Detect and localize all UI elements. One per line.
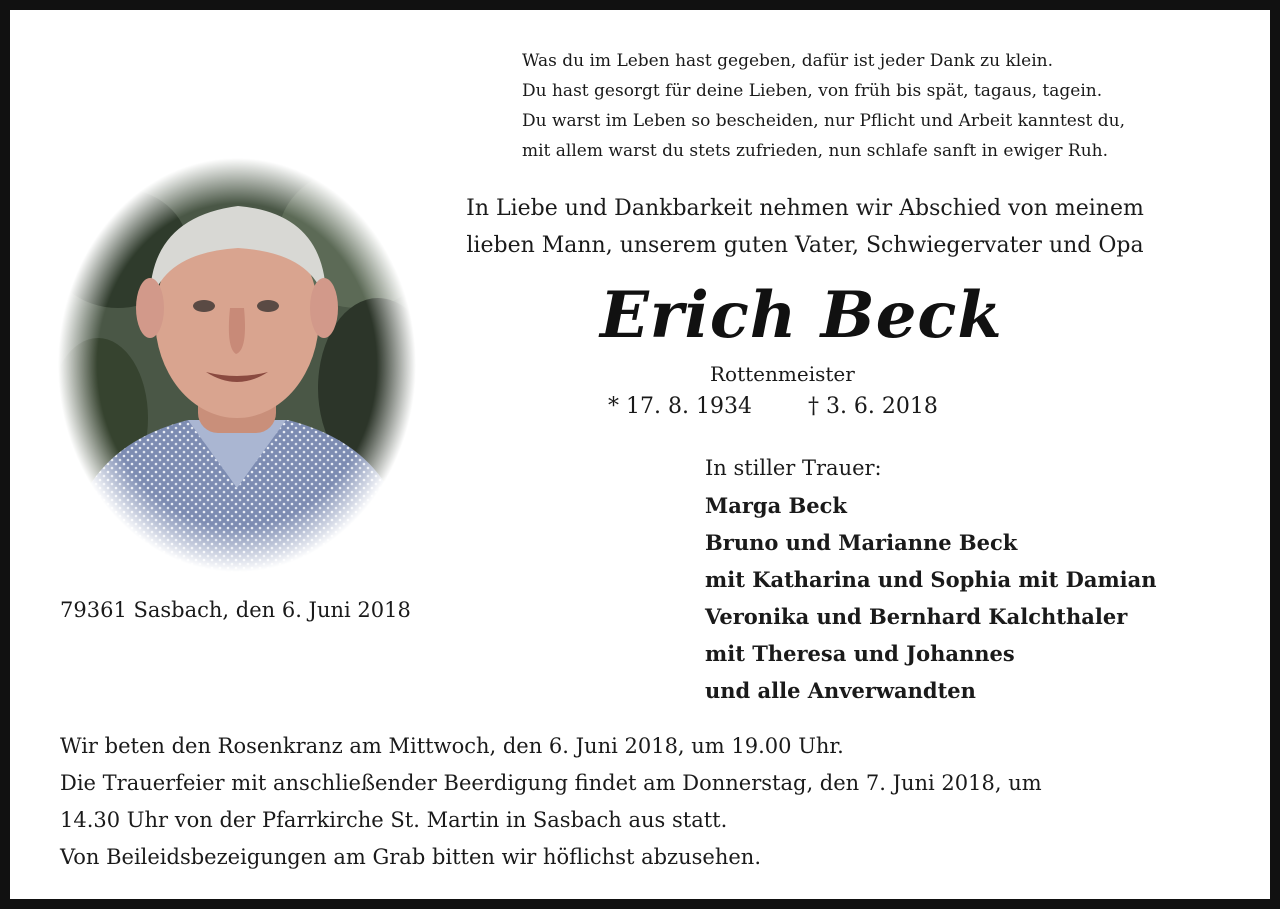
birth-date: * 17. 8. 1934 — [608, 394, 752, 419]
deceased-name: Erich Beck — [600, 278, 1003, 353]
service-line: Von Beileidsbezeigungen am Grab bitten wir höflichst abzusehen. — [60, 845, 761, 869]
deceased-occupation: Rottenmeister — [710, 362, 855, 386]
farewell-intro — [410, 190, 1200, 264]
mourner-name: mit Theresa und Johannes — [705, 641, 1015, 666]
death-date: † 3. 6. 2018 — [807, 394, 938, 419]
mourners-heading: In stiller Trauer: — [705, 456, 882, 480]
life-dates — [608, 394, 938, 419]
poem-line: mit allem warst du stets zufrieden, nun schlafe sanft in ewiger Ruh. — [522, 141, 1109, 161]
service-details — [60, 728, 1042, 876]
mourner-name: mit Katharina und Sophia mit Damian — [705, 567, 1157, 592]
memorial-poem — [522, 46, 1125, 166]
mourners-list — [705, 450, 1157, 709]
mourner-name: Veronika und Bernhard Kalchthaler — [705, 604, 1128, 629]
mourner-name: Marga Beck — [705, 493, 847, 518]
poem-line: Du hast gesorgt für deine Lieben, von früh bis spät, tagaus, tagein. — [522, 81, 1103, 101]
service-line: Wir beten den Rosenkranz am Mittwoch, den 6. Juni 2018, um 19.00 Uhr. — [60, 734, 844, 758]
portrait-photo — [58, 158, 416, 572]
service-line: Die Trauerfeier mit anschließender Beerdigung findet am Donnerstag, den 7. Juni 2018, um — [60, 771, 1042, 795]
intro-line: lieben Mann, unserem guten Vater, Schwiegervater und Opa — [466, 233, 1144, 258]
poem-line: Du warst im Leben so bescheiden, nur Pflicht und Arbeit kanntest du, — [522, 111, 1126, 131]
poem-line: Was du im Leben hast gegeben, dafür ist jeder Dank zu klein. — [522, 51, 1054, 71]
mourner-name: Bruno und Marianne Beck — [705, 530, 1018, 555]
place-and-date: 79361 Sasbach, den 6. Juni 2018 — [60, 598, 411, 622]
mourner-name: und alle Anverwandten — [705, 678, 976, 703]
service-line: 14.30 Uhr von der Pfarrkirche St. Martin in Sasbach aus statt. — [60, 808, 728, 832]
intro-line: In Liebe und Dankbarkeit nehmen wir Abschied von meinem — [466, 196, 1144, 221]
obituary-notice — [10, 10, 1270, 899]
